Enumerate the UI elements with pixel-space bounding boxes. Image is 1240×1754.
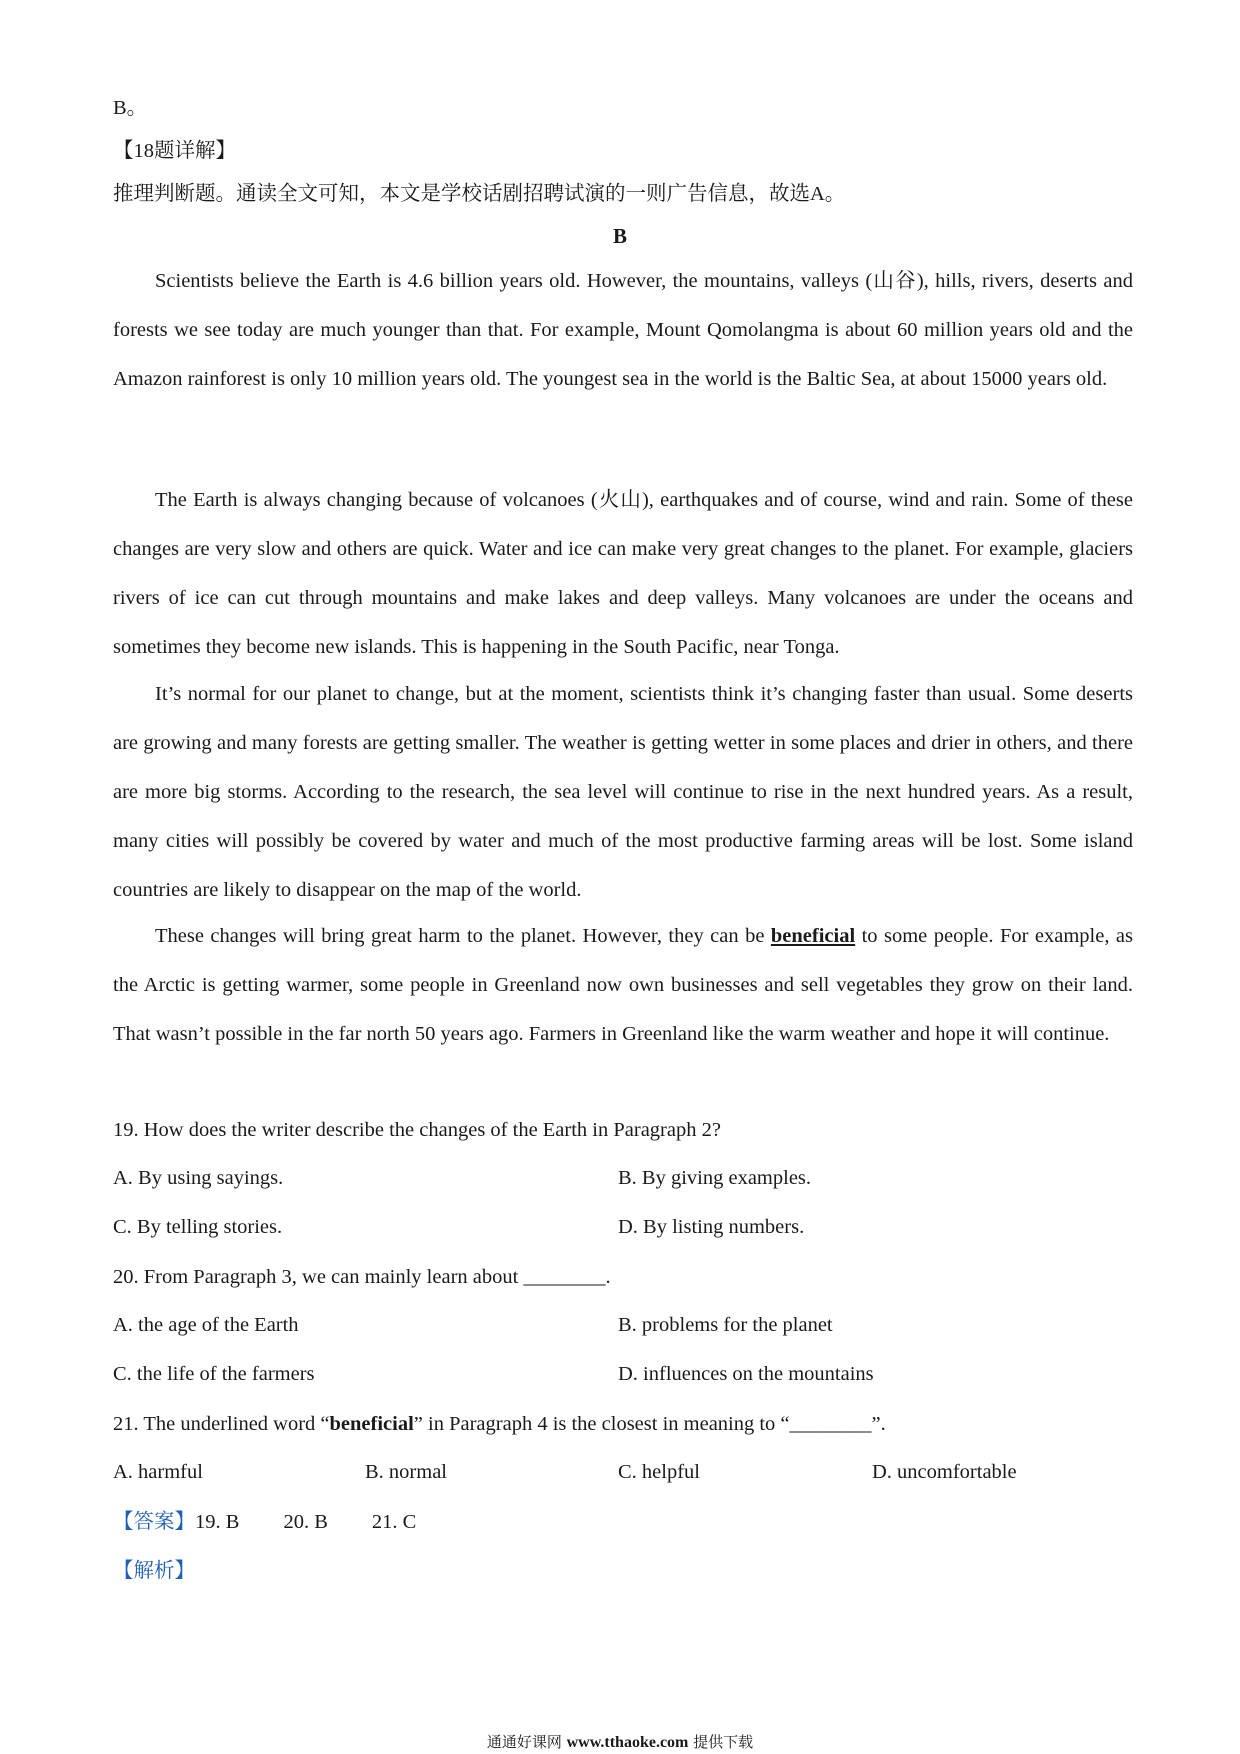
question-21-stem-before: 21. The underlined word “ — [113, 1413, 330, 1435]
underlined-word: beneficial — [770, 925, 856, 947]
page-footer — [0, 1731, 1240, 1752]
question-21-option-d: D. uncomfortable — [872, 1461, 1017, 1483]
question-19-option-b: B. By giving examples. — [618, 1167, 812, 1189]
question-20-stem: 20. From Paragraph 3, we can mainly learn about ________. — [113, 1266, 611, 1288]
question-20-option-a: A. the age of the Earth — [113, 1314, 299, 1336]
answer-label: 【答案】 — [113, 1511, 195, 1533]
question-21-stem-after: ” in Paragraph 4 is the closest in meaning to “________”. — [413, 1413, 886, 1435]
passage-paragraph-1 — [113, 257, 1133, 404]
question-19-option-d: D. By listing numbers. — [618, 1216, 805, 1238]
passage-paragraph-3 — [113, 670, 1133, 915]
footer-brand: 通通好课网 — [486, 1733, 562, 1751]
question-20-option-b: B. problems for the planet — [618, 1314, 833, 1336]
paragraph-3-text: It’s normal for our planet to change, but at the moment, scientists think it’s changing faster than usual. Some deserts are growing and many forests are getting smaller. The weather is getting wetter in some places and drier in others, and there are more big storms. According to the research, the sea level will continue to rise in the next hundred years. As a result, many cities will possibly be covered by water and much of the most productive farming areas will be lost. Some island countries are likely to disappear on the map of the world. — [113, 683, 1133, 901]
analysis-label: 【解析】 — [113, 1560, 195, 1582]
question-20-option-d: D. influences on the mountains — [618, 1363, 874, 1385]
footer-download-text: 提供下载 — [693, 1733, 754, 1751]
paragraph-2-text: The Earth is always changing because of volcanoes (火山), earthquakes and of course, wind and rain. Some of these changes are very slow and others are quick. Water and ice can make very great changes to the planet. For example, glaciers rivers of ice can cut through mountains and make lakes and deep valleys. Many volcanoes are under the oceans and sometimes they become new islands. This is happening in the South Pacific, near Tonga. — [113, 489, 1133, 658]
passage-paragraph-4 — [113, 912, 1133, 1059]
question-19-option-c: C. By telling stories. — [113, 1216, 283, 1238]
answer-21: 21. C — [371, 1511, 417, 1533]
question-21-keyword: beneficial — [329, 1413, 414, 1435]
passage-paragraph-2 — [113, 476, 1133, 672]
answer-line — [113, 1510, 416, 1534]
footer-site-link[interactable]: www.tthaoke.com — [566, 1734, 689, 1751]
answer-19: 19. B — [195, 1511, 240, 1533]
question-19-stem: 19. How does the writer describe the changes of the Earth in Paragraph 2? — [113, 1119, 721, 1141]
question-19-option-a: A. By using sayings. — [113, 1167, 284, 1189]
question-21-stem — [113, 1412, 886, 1436]
paragraph-4-text-before: These changes will bring great harm to the planet. However, they can be — [155, 925, 771, 947]
paragraph-4-text-after: to some people. For example, as the Arctic is getting warmer, some people in Greenland now own businesses and sell vegetables they grow on their land. That wasn’t possible in the far north 50 years ago. Farmers in Greenland like the warm weather and hope it will continue. — [113, 925, 1133, 1045]
paragraph-1-text: Scientists believe the Earth is 4.6 billion years old. However, the mountains, valleys (山谷), hills, rivers, deserts and forests we see today are much younger than that. For example, Mount Qomolangma is about 60 million years old and the Amazon rainforest is only 10 million years old. The youngest sea in the world is the Baltic Sea, at about 15000 years old. — [113, 270, 1133, 390]
section-label: B — [612, 224, 627, 248]
detail-text: 推理判断题。通读全文可知，本文是学校话剧招聘试演的一则广告信息，故选A。 — [113, 183, 846, 205]
question-21-option-b: B. normal — [365, 1461, 447, 1483]
previous-answer-tail: B。 — [113, 97, 148, 119]
detail-heading: 【18题详解】 — [113, 140, 236, 162]
answer-20: 20. B — [283, 1511, 328, 1533]
question-21-option-c: C. helpful — [618, 1461, 700, 1483]
question-21-option-a: A. harmful — [113, 1461, 203, 1483]
question-20-option-c: C. the life of the farmers — [113, 1363, 315, 1385]
